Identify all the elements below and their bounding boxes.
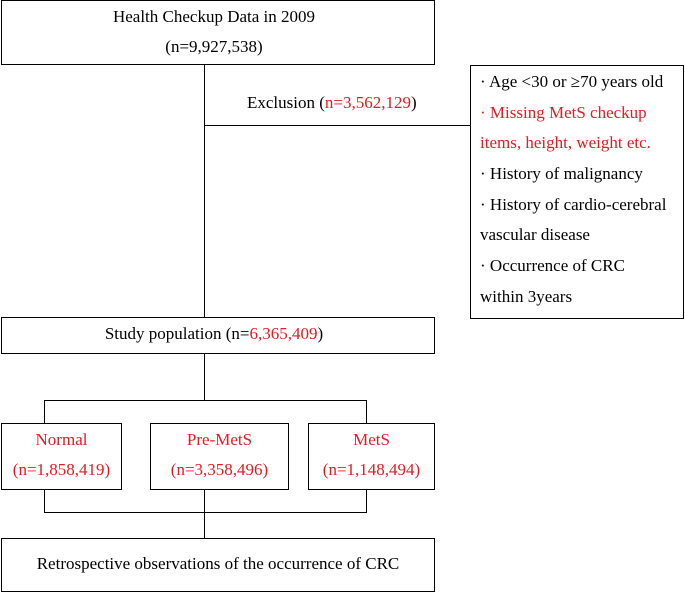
criterion-missing-mets-line2: items, height, weight etc. xyxy=(480,133,651,152)
group-mets-count: (n=1,148,494) xyxy=(322,460,421,479)
criterion-malignancy: · History of malignancy xyxy=(480,164,643,183)
group-normal-name: Normal xyxy=(35,430,88,449)
exclusion-count: n=3,562,129 xyxy=(324,93,411,112)
connector-mets-drop xyxy=(366,400,367,423)
health-checkup-title: Health Checkup Data in 2009 xyxy=(112,7,316,26)
criterion-crc-line1: · Occurrence of CRC xyxy=(480,256,625,275)
connector-premets-to-outcome xyxy=(204,490,205,538)
connector-study-to-groups xyxy=(204,353,205,400)
health-checkup-count: (n=9,927,538) xyxy=(165,37,263,56)
connector-mets-rise xyxy=(366,490,367,513)
group-normal-box xyxy=(1,423,122,490)
connector-groups-bottom-bar xyxy=(44,512,367,513)
exclusion-criteria-box xyxy=(470,65,684,319)
group-normal-count: (n=1,858,419) xyxy=(12,460,111,479)
connector-normal-drop xyxy=(44,400,45,423)
connector-groups-top-bar xyxy=(44,400,367,401)
exclusion-label-close: ) xyxy=(411,93,417,112)
criterion-missing-mets-line1: · Missing MetS checkup xyxy=(480,103,647,122)
exclusion-label-text: Exclusion ( xyxy=(247,93,325,112)
criterion-cardio-line1: · History of cardio-cerebral xyxy=(480,195,667,214)
group-premets-box xyxy=(150,423,289,490)
group-premets-name: Pre-MetS xyxy=(186,430,253,449)
group-premets-count: (n=3,358,496) xyxy=(170,460,269,479)
outcome-box xyxy=(1,538,435,592)
criterion-age: · Age <30 or ≥70 years old xyxy=(480,72,664,91)
outcome-text: Retrospective observations of the occurrence of CRC xyxy=(36,554,400,573)
health-checkup-box xyxy=(1,0,435,65)
study-population-label: Study population (n= xyxy=(104,324,250,343)
study-population-box xyxy=(1,317,435,354)
exclusion-label xyxy=(247,93,417,113)
study-population-text xyxy=(2,324,426,344)
connector-exclusion-branch xyxy=(204,125,470,126)
connector-normal-rise xyxy=(44,490,45,513)
criterion-cardio-line2: vascular disease xyxy=(480,225,590,244)
connector-top-to-study xyxy=(204,65,205,317)
group-mets-name: MetS xyxy=(353,430,390,449)
criterion-crc-line2: within 3years xyxy=(480,287,573,306)
study-population-count: 6,365,409 xyxy=(249,324,318,343)
group-mets-box xyxy=(308,423,435,490)
study-population-close: ) xyxy=(317,324,324,343)
